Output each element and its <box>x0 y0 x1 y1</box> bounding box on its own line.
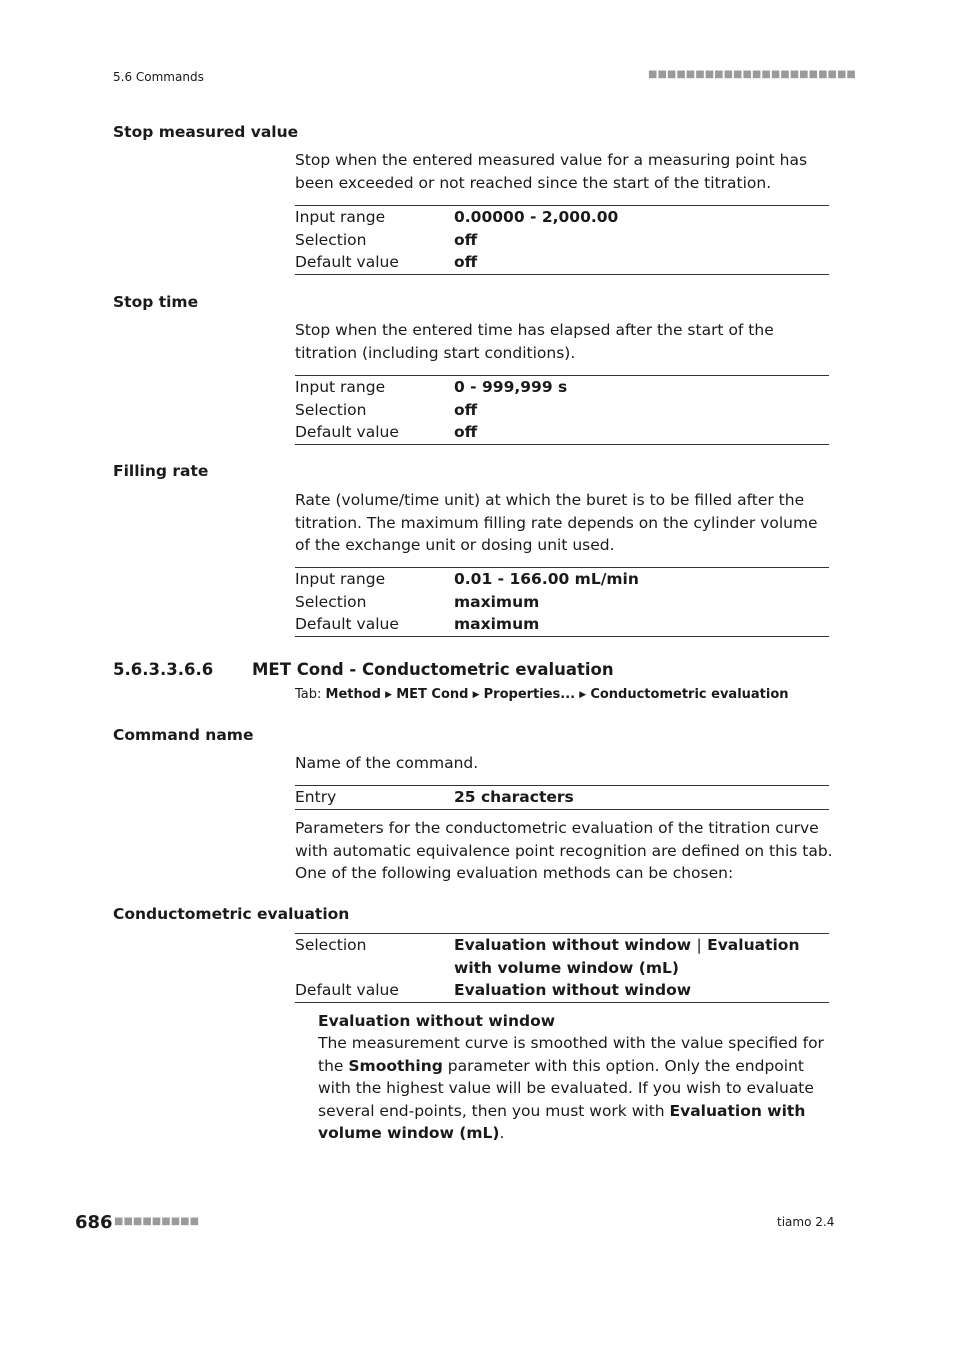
row-value: 0.01 - 166.00 mL/min <box>454 570 639 588</box>
param-description: Name of the command. <box>295 754 479 772</box>
row-value: off <box>454 230 478 249</box>
table-row <box>295 206 829 229</box>
param-title-stop-measured-value: Stop measured value <box>113 123 299 141</box>
table-row <box>295 251 829 274</box>
breadcrumb-item: Properties... <box>483 687 576 702</box>
row-key: Default value <box>295 423 399 441</box>
tab-label: Tab: <box>295 687 322 702</box>
breadcrumb-item: Conductometric evaluation <box>590 687 789 702</box>
row-key: Input range <box>295 378 386 396</box>
running-header-section: 5.6 Commands <box>113 70 204 84</box>
text-run: parameter with this option. Only the endpoint with the highest value will be evaluated. If you wish to evaluate several end-points, then you must work with <box>318 1056 814 1120</box>
option-with-volume-window: Evaluation with volume window (mL) <box>454 936 800 977</box>
row-key: Input range <box>295 570 386 588</box>
param-table <box>295 933 829 1003</box>
breadcrumb-arrow-icon: ▶ <box>579 690 587 700</box>
row-value: 0.00000 - 2,000.00 <box>454 208 619 226</box>
text-run-bold: Evaluation with volume window (mL) <box>318 1101 806 1142</box>
text-run: . <box>499 1124 505 1142</box>
breadcrumb-arrow-icon: ▶ <box>385 690 393 700</box>
subsection-title: Evaluation without window <box>318 1012 556 1030</box>
row-key: Entry <box>295 788 337 806</box>
table-row <box>295 376 829 399</box>
product-name: tiamo 2.4 <box>777 1215 835 1229</box>
row-value: off <box>454 400 478 419</box>
breadcrumb-item: MET Cond <box>396 687 469 702</box>
table-row <box>295 613 829 636</box>
param-table <box>295 205 829 275</box>
row-value: 0 - 999,999 s <box>454 378 568 396</box>
text-run: The measurement curve is smoothed with the value specified for the <box>318 1034 824 1075</box>
row-key: Selection <box>295 936 367 954</box>
body-paragraph: Parameters for the conductometric evaluation of the titration curve with automatic equivalence point recognition are defined on this tab. One of the following evaluation methods can be chosen: <box>295 819 833 882</box>
param-description: Stop when the entered time has elapsed after the start of the titration (including start conditions). <box>295 321 774 362</box>
row-key: Default value <box>295 981 399 999</box>
table-row <box>295 568 829 591</box>
breadcrumb-arrow-icon: ▶ <box>472 690 480 700</box>
text-run-bold: Smoothing <box>348 1056 443 1075</box>
subsection-paragraph <box>318 1032 833 1145</box>
row-value: off <box>454 253 478 271</box>
section-number: 5.6.3.3.6.6 <box>113 660 214 679</box>
param-title-conductometric-evaluation: Conductometric evaluation <box>113 905 350 923</box>
param-title-command-name: Command name <box>113 726 254 744</box>
page-number: 686 <box>75 1212 113 1233</box>
row-value: Evaluation without window <box>454 981 692 999</box>
row-key: Input range <box>295 208 386 226</box>
option-separator: | <box>696 936 702 954</box>
row-value: 25 characters <box>454 788 574 806</box>
table-row <box>295 399 829 422</box>
row-value: off <box>454 423 478 441</box>
footer-decoration: ■■■■■■■■■ <box>114 1216 200 1227</box>
breadcrumb-item: Method <box>325 687 381 702</box>
row-key: Selection <box>295 400 367 419</box>
table-row <box>295 229 829 252</box>
table-row <box>295 591 829 614</box>
row-value: maximum <box>454 615 540 633</box>
param-description: Stop when the entered measured value for a measuring point has been exceeded or not reached since the start of the titration. <box>295 151 808 192</box>
table-row <box>295 934 829 980</box>
table-row <box>295 979 829 1002</box>
header-decoration: ■■■■■■■■■■■■■■■■■■■■■■ <box>648 69 856 80</box>
row-key: Selection <box>295 230 367 249</box>
param-description: Rate (volume/time unit) at which the buret is to be filled after the titration. The maximum filling rate depends on the cylinder volume of the exchange unit or dosing unit used. <box>295 491 818 554</box>
param-table <box>295 567 829 637</box>
row-key: Default value <box>295 615 399 633</box>
param-title-filling-rate: Filling rate <box>113 462 209 480</box>
row-value: maximum <box>454 592 540 611</box>
row-key: Selection <box>295 592 367 611</box>
table-row <box>295 786 829 810</box>
param-table <box>295 375 829 445</box>
table-row <box>295 421 829 444</box>
param-title-stop-time: Stop time <box>113 293 199 311</box>
row-value <box>454 934 829 980</box>
section-title: MET Cond - Conductometric evaluation <box>252 660 614 679</box>
param-table <box>295 785 829 810</box>
option-without-window: Evaluation without window <box>454 936 692 954</box>
row-key: Default value <box>295 253 399 271</box>
tab-breadcrumb <box>295 687 789 702</box>
